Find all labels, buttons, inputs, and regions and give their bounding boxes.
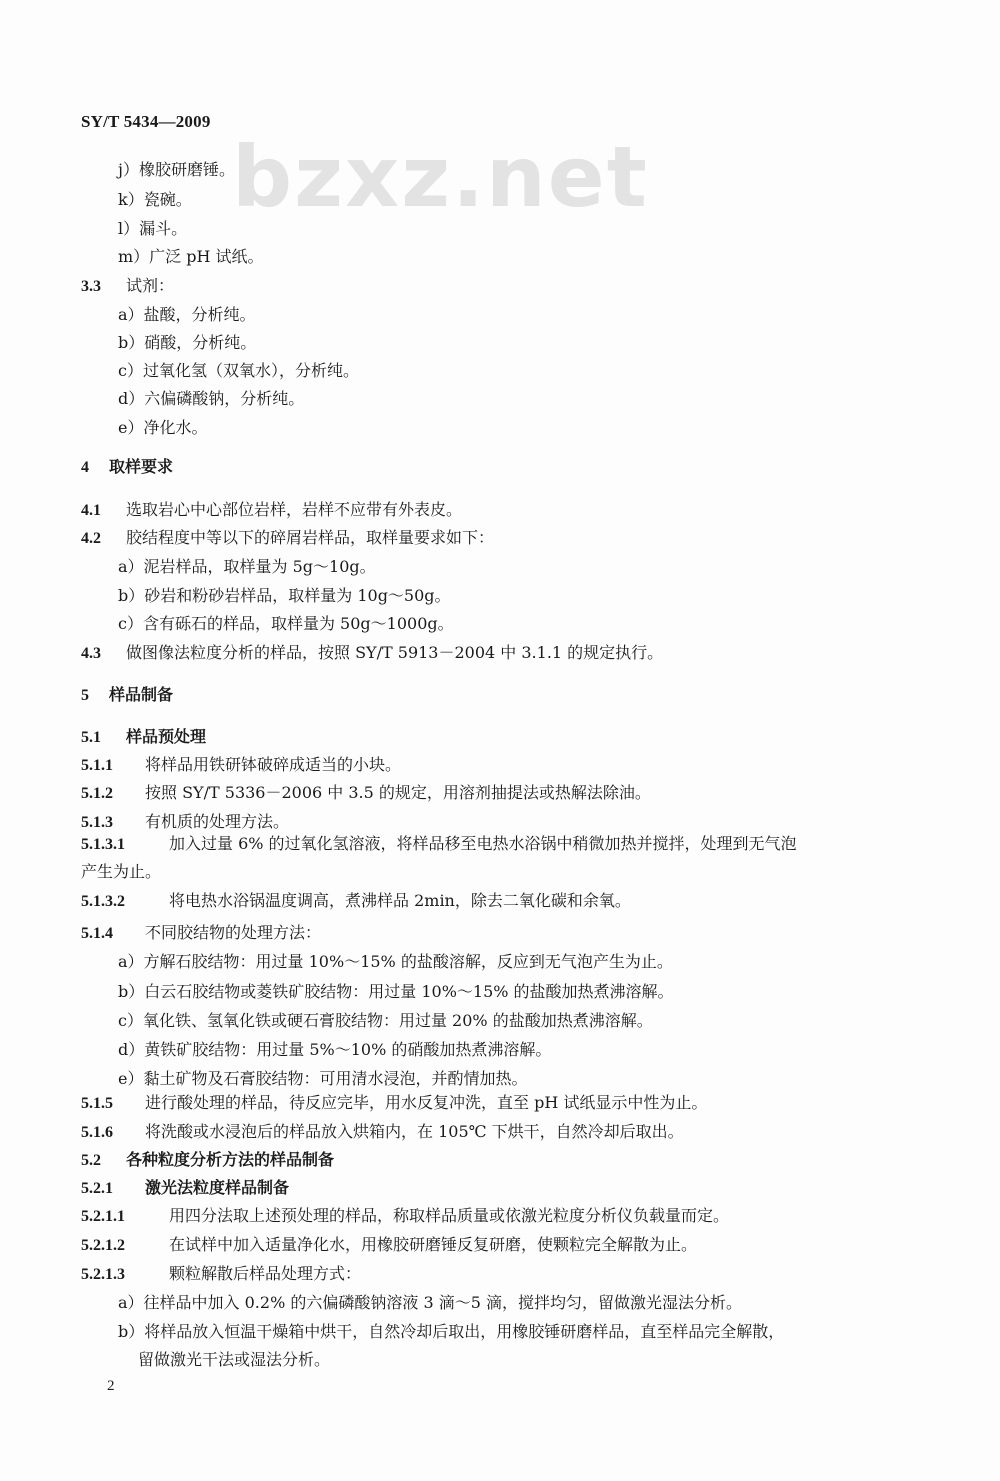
line-text: c）含有砾石的样品，取样量为 50g～1000g。 bbox=[118, 614, 454, 633]
line-text: e）净化水。 bbox=[118, 418, 208, 437]
list-item bbox=[118, 361, 359, 381]
clause-number: 4 bbox=[81, 459, 89, 476]
clause bbox=[81, 1122, 684, 1143]
line-text: b）砂岩和粉砂岩样品，取样量为 10g～50g。 bbox=[118, 586, 451, 605]
clause-number: 5 bbox=[81, 687, 89, 704]
paragraph-continuation bbox=[81, 862, 161, 882]
clause bbox=[81, 1235, 697, 1256]
page-number: 2 bbox=[107, 1378, 115, 1394]
line-text: b）硝酸，分析纯。 bbox=[118, 333, 257, 352]
line-text: 颗粒解散后样品处理方式： bbox=[169, 1264, 362, 1283]
line-text: 加入过量 6% 的过氧化氢溶液，将样品移至电热水浴锅中稍微加热并搅拌，处理到无气泡 bbox=[169, 834, 797, 853]
list-item bbox=[118, 160, 235, 180]
line-text: b）白云石胶结物或菱铁矿胶结物：用过量 10%～15% 的盐酸加热煮沸溶解。 bbox=[118, 982, 674, 1001]
list-item bbox=[118, 614, 454, 634]
list-item bbox=[118, 247, 264, 267]
clause-number: 4.2 bbox=[81, 530, 101, 547]
standard-number: SY/T 5434—2009 bbox=[81, 112, 211, 131]
list-item bbox=[118, 586, 451, 606]
line-text: a）盐酸，分析纯。 bbox=[118, 305, 256, 324]
clause-number: 5.1.6 bbox=[81, 1124, 113, 1141]
clause bbox=[81, 1264, 361, 1285]
clause bbox=[81, 276, 174, 297]
line-text: 各种粒度分析方法的样品制备 bbox=[126, 1150, 335, 1169]
line-text: 样品制备 bbox=[109, 685, 174, 704]
line-text: 留做激光干法或湿法分析。 bbox=[138, 1350, 331, 1369]
subsection-heading bbox=[81, 727, 206, 748]
clause bbox=[81, 923, 321, 944]
line-text: 进行酸处理的样品，待反应完毕，用水反复冲洗，直至 pH 试纸显示中性为止。 bbox=[145, 1093, 708, 1112]
clause bbox=[81, 528, 494, 549]
clause-number: 5.1.3.2 bbox=[81, 893, 125, 910]
list-item bbox=[118, 219, 187, 239]
list-item bbox=[118, 557, 376, 577]
clause-number: 5.2.1 bbox=[81, 1180, 113, 1197]
line-text: 激光法粒度样品制备 bbox=[145, 1178, 290, 1197]
list-item bbox=[118, 389, 304, 409]
subsection-heading bbox=[81, 1178, 289, 1199]
clause bbox=[81, 1093, 707, 1114]
line-text: 用四分法取上述预处理的样品，称取样品质量或依激光粒度分析仪负载量而定。 bbox=[169, 1206, 730, 1225]
section-heading bbox=[81, 685, 173, 706]
clause-number: 5.1.2 bbox=[81, 785, 113, 802]
line-text: 在试样中加入适量净化水，用橡胶研磨锤反复研磨，使颗粒完全解散为止。 bbox=[169, 1235, 698, 1254]
line-text: d）黄铁矿胶结物：用过量 5%～10% 的硝酸加热煮沸溶解。 bbox=[118, 1040, 552, 1059]
list-item bbox=[118, 1040, 551, 1060]
clause bbox=[81, 891, 631, 912]
clause-number: 5.2.1.1 bbox=[81, 1208, 125, 1225]
list-item bbox=[118, 1322, 784, 1342]
list-item bbox=[118, 952, 673, 972]
clause bbox=[81, 783, 651, 804]
clause-number: 5.1.4 bbox=[81, 925, 113, 942]
line-text: 取样要求 bbox=[109, 457, 174, 476]
line-text: k）瓷碗。 bbox=[118, 190, 192, 209]
line-text: 不同胶结物的处理方法： bbox=[145, 923, 322, 942]
line-text: a）泥岩样品，取样量为 5g～10g。 bbox=[118, 557, 376, 576]
clause-number: 5.2 bbox=[81, 1152, 101, 1169]
line-text: 将电热水浴锅温度调高，煮沸样品 2min，除去二氧化碳和余氧。 bbox=[169, 891, 631, 910]
list-item bbox=[118, 1011, 653, 1031]
clause bbox=[81, 1206, 729, 1227]
line-text: 做图像法粒度分析的样品，按照 SY/T 5913－2004 中 3.1.1 的规定执行。 bbox=[126, 643, 664, 662]
list-item bbox=[118, 333, 256, 353]
subsection-heading bbox=[81, 1150, 334, 1171]
clause-number: 5.1.1 bbox=[81, 757, 113, 774]
clause-number: 5.1.3.1 bbox=[81, 836, 125, 853]
line-text: c）过氧化氢（双氧水），分析纯。 bbox=[118, 361, 359, 380]
list-item bbox=[118, 418, 207, 438]
list-item bbox=[118, 1069, 527, 1089]
watermark: bzxz.net bbox=[232, 128, 649, 226]
line-text: 选取岩心中心部位岩样，岩样不应带有外表皮。 bbox=[126, 500, 463, 519]
line-text: l）漏斗。 bbox=[118, 219, 188, 238]
line-text: m）广泛 pH 试纸。 bbox=[118, 247, 264, 266]
clause bbox=[81, 834, 797, 855]
line-text: 将样品用铁研钵破碎成适当的小块。 bbox=[145, 755, 402, 774]
list-item bbox=[118, 982, 674, 1002]
clause-number: 5.1 bbox=[81, 729, 101, 746]
list-item bbox=[118, 305, 256, 325]
list-item bbox=[118, 190, 192, 210]
section-heading bbox=[81, 457, 173, 478]
line-text: 有机质的处理方法。 bbox=[145, 812, 290, 831]
line-text: a）往样品中加入 0.2% 的六偏磷酸钠溶液 3 滴～5 滴，搅拌均匀，留做激光湿法分析。 bbox=[118, 1293, 742, 1312]
line-text: 试剂： bbox=[126, 276, 175, 295]
clause bbox=[81, 643, 663, 664]
clause-number: 5.2.1.3 bbox=[81, 1266, 125, 1283]
line-text: e）黏土矿物及石膏胶结物：可用清水浸泡，并酌情加热。 bbox=[118, 1069, 528, 1088]
clause bbox=[81, 500, 462, 521]
line-text: a）方解石胶结物：用过量 10%～15% 的盐酸溶解，反应到无气泡产生为止。 bbox=[118, 952, 673, 971]
line-text: j）橡胶研磨锤。 bbox=[118, 160, 235, 179]
clause-number: 5.2.1.2 bbox=[81, 1237, 125, 1254]
line-text: c）氧化铁、氢氧化铁或硬石膏胶结物：用过量 20% 的盐酸加热煮沸溶解。 bbox=[118, 1011, 653, 1030]
clause bbox=[81, 755, 401, 776]
list-item bbox=[138, 1350, 330, 1370]
clause-number: 5.1.5 bbox=[81, 1095, 113, 1112]
list-item bbox=[118, 1293, 742, 1313]
clause-number: 4.1 bbox=[81, 502, 101, 519]
line-text: 胶结程度中等以下的碎屑岩样品，取样量要求如下： bbox=[126, 528, 495, 547]
clause bbox=[81, 812, 289, 833]
clause-number: 5.1.3 bbox=[81, 814, 113, 831]
line-text: 按照 SY/T 5336－2006 中 3.5 的规定，用溶剂抽提法或热解法除油。 bbox=[145, 783, 651, 802]
clause-number: 3.3 bbox=[81, 278, 101, 295]
clause-number: 4.3 bbox=[81, 645, 101, 662]
line-text: 样品预处理 bbox=[126, 727, 207, 746]
line-text: b）将样品放入恒温干燥箱中烘干，自然冷却后取出，用橡胶锤研磨样品，直至样品完全解散， bbox=[118, 1322, 785, 1341]
line-text: d）六偏磷酸钠，分析纯。 bbox=[118, 389, 305, 408]
line-text: 产生为止。 bbox=[81, 862, 162, 881]
line-text: 将洗酸或水浸泡后的样品放入烘箱内，在 105℃ 下烘干，自然冷却后取出。 bbox=[145, 1122, 684, 1141]
